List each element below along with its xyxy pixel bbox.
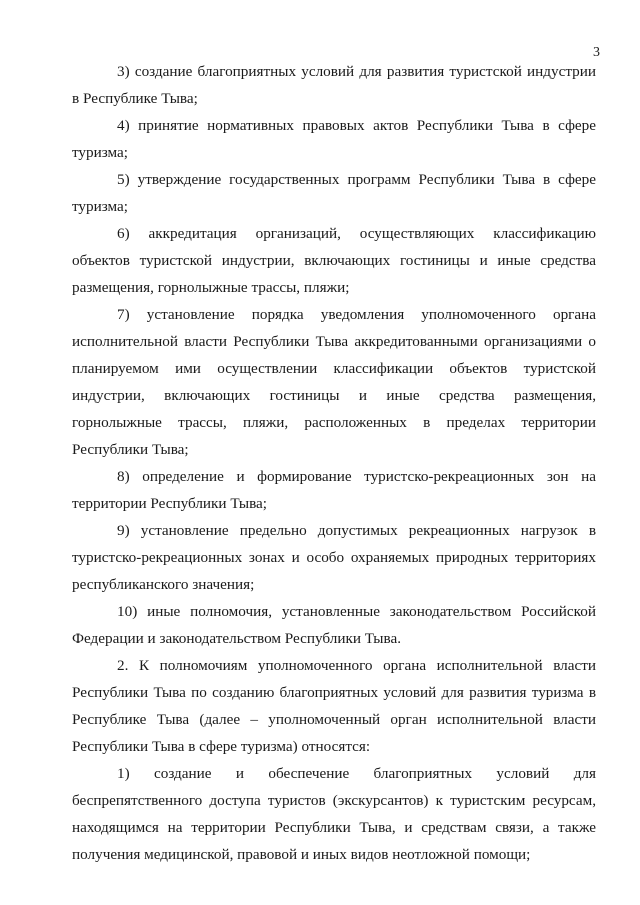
paragraph-section-2: 2. К полномочиям уполномоченного органа исполнительной власти Республики Тыва по созданию благоприятных условий для развития туризма в Республике Тыва (далее – уполномоченный орган исполнительной власти Республики Тыва в сфере туризма) относятся: [72,657,596,755]
document-body [72,58,596,868]
paragraph-item-4: 4) принятие нормативных правовых актов Республики Тыва в сфере туризма; [72,117,596,161]
paragraph-item-7: 7) установление порядка уведомления уполномоченного органа исполнительной власти Республики Тыва аккредитованными организациями о планируемом ими осуществлении классификации объектов туристской индустрии, включающих гостиницы и иные средства размещения, горнолыжные трассы, пляжи, расположенных в пределах территории Республики Тыва; [72,306,596,458]
paragraph-subitem-1: 1) создание и обеспечение благоприятных условий для беспрепятственного доступа туристов (экскурсантов) к туристским ресурсам, находящимся на территории Республики Тыва, и средствам связи, а также получения медицинской, правовой и иных видов неотложной помощи; [72,765,596,863]
page-number: 3 [593,45,600,60]
paragraph-item-10: 10) иные полномочия, установленные законодательством Российской Федерации и законодательством Республики Тыва. [72,603,596,647]
paragraph-item-9: 9) установление предельно допустимых рекреационных нагрузок в туристско-рекреационных зонах и особо охраняемых природных территориях республиканского значения; [72,522,596,593]
paragraph-item-6: 6) аккредитация организаций, осуществляющих классификацию объектов туристской индустрии, включающих гостиницы и иные средства размещения, горнолыжные трассы, пляжи; [72,225,596,296]
paragraph-item-3: 3) создание благоприятных условий для развития туристской индустрии в Республике Тыва; [72,63,596,107]
paragraph-item-5: 5) утверждение государственных программ Республики Тыва в сфере туризма; [72,171,596,215]
paragraph-item-8: 8) определение и формирование туристско-рекреационных зон на территории Республики Тыва; [72,468,596,512]
